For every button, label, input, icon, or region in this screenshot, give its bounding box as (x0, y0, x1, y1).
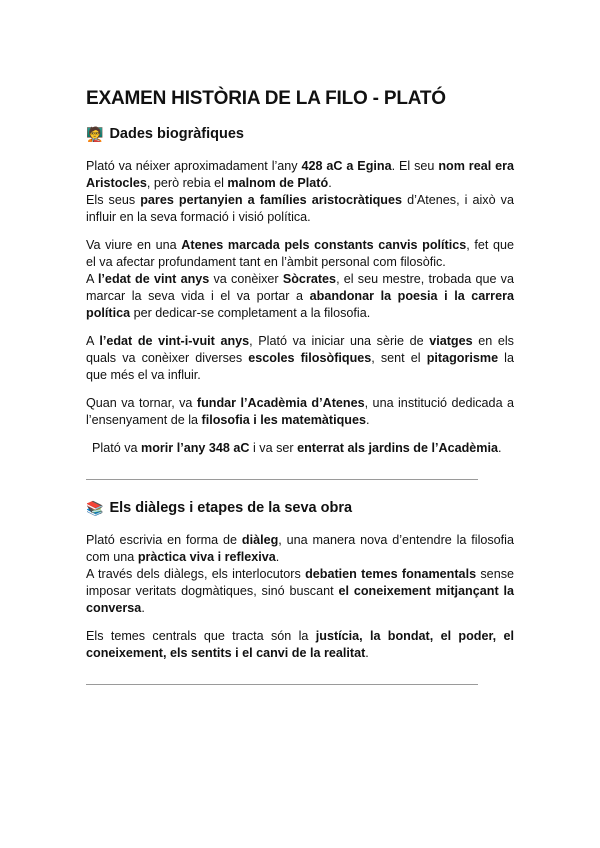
text-run: . (498, 441, 502, 455)
bold-text: nom real era Aristocles (86, 159, 515, 190)
teacher-icon: 🧑‍🏫 (86, 126, 104, 142)
bold-text: filosofia i les matemàtiques (201, 413, 366, 427)
paragraph (86, 440, 514, 457)
section-heading-label: Els diàlegs i etapes de la seva obra (109, 500, 353, 516)
bold-text: Atenes marcada pels constants canvis polítics (181, 238, 467, 252)
section-heading-label: Dades biogràfiques (109, 126, 244, 142)
bold-text: Sòcrates (282, 272, 337, 286)
section-heading-dialogues (86, 500, 514, 516)
text-run: en els quals va conèixer diverses (86, 334, 514, 365)
text-run: Plató va néixer aproximadament l’any (86, 159, 302, 173)
text-run: va conèixer (209, 272, 283, 286)
text-run: , una manera nova d’entendre la filosofia com una (86, 533, 514, 564)
horizontal-divider (86, 479, 478, 480)
paragraph (86, 333, 514, 384)
bold-text: debatien temes fonamentals (305, 567, 477, 581)
text-run: . (328, 176, 332, 190)
text-run: . (141, 601, 145, 615)
horizontal-divider (86, 684, 478, 685)
paragraph (86, 395, 514, 429)
text-run: Plató va (92, 441, 142, 455)
text-run: i va ser (249, 441, 298, 455)
text-run: . (275, 550, 280, 564)
paragraph (86, 532, 514, 617)
section-body-dialogues (86, 532, 514, 662)
text-run: . (366, 413, 370, 427)
bold-text: pràctica viva i reflexiva (137, 550, 276, 564)
text-run: . (365, 646, 369, 660)
text-run: per dedicar-se completament a la filosofia. (130, 306, 371, 320)
section-heading-biography (86, 126, 514, 142)
text-run: Els seus (86, 193, 141, 207)
books-icon: 📚 (86, 500, 104, 516)
text-run: . El seu (391, 159, 439, 173)
text-run: sense imposar veritats dogmàtiques, sinó buscant (86, 567, 514, 598)
text-run: , però rebia el (146, 176, 228, 190)
bold-text: justícia, la bondat, el poder, el coneixement, els sentits i el canvi de la realitat (86, 629, 515, 660)
bold-text: pares pertanyien a famílies aristocràtiques (140, 193, 402, 207)
paragraph (86, 628, 514, 662)
bold-text: fundar l’Acadèmia d’Atenes (196, 396, 365, 410)
text-run: , fet que el va afectar profundament tant en l’àmbit personal com filosòfic. (86, 238, 514, 269)
bold-text: diàleg (241, 533, 279, 547)
text-run: d’Atenes, i això va influir en la seva formació i visió política. (86, 193, 514, 224)
paragraph (86, 237, 514, 322)
bold-text: morir l’any 348 aC (141, 441, 250, 455)
bold-text: 428 aC a Egina (301, 159, 392, 173)
text-run: , Plató va iniciar una sèrie de (249, 334, 430, 348)
text-run: Plató escrivia en forma de (86, 533, 242, 547)
bold-text: el coneixement mitjançant la conversa (86, 584, 514, 615)
text-run: A (86, 272, 98, 286)
text-run: A (86, 334, 100, 348)
text-run: , el seu mestre, trobada que va marcar la seva vida i el va portar a (86, 272, 514, 303)
section-body-biography (86, 158, 514, 457)
bold-text: malnom de Plató (227, 176, 329, 190)
text-run: Els temes centrals que tracta són la (86, 629, 316, 643)
paragraph (86, 158, 514, 226)
bold-text: l’edat de vint-i-vuit anys (99, 334, 250, 348)
bold-text: enterrat als jardins de l’Acadèmia (297, 441, 498, 455)
document-title: EXAMEN HISTÒRIA DE LA FILO - PLATÓ (86, 88, 446, 109)
text-run: la que més el va influir. (86, 351, 514, 382)
bold-text: abandonar la poesia i la carrera política (86, 289, 514, 320)
bold-text: l’edat de vint anys (97, 272, 210, 286)
bold-text: viatges (429, 334, 473, 348)
text-run: , una institució dedicada a l’ensenyament de la (86, 396, 515, 427)
text-run: Quan va tornar, va (86, 396, 197, 410)
text-run: , sent el (371, 351, 427, 365)
text-run: A través dels diàlegs, els interlocutors (86, 567, 306, 581)
bold-text: pitagorisme (426, 351, 499, 365)
bold-text: escoles filosòfiques (248, 351, 372, 365)
text-run: Va viure en una (86, 238, 182, 252)
